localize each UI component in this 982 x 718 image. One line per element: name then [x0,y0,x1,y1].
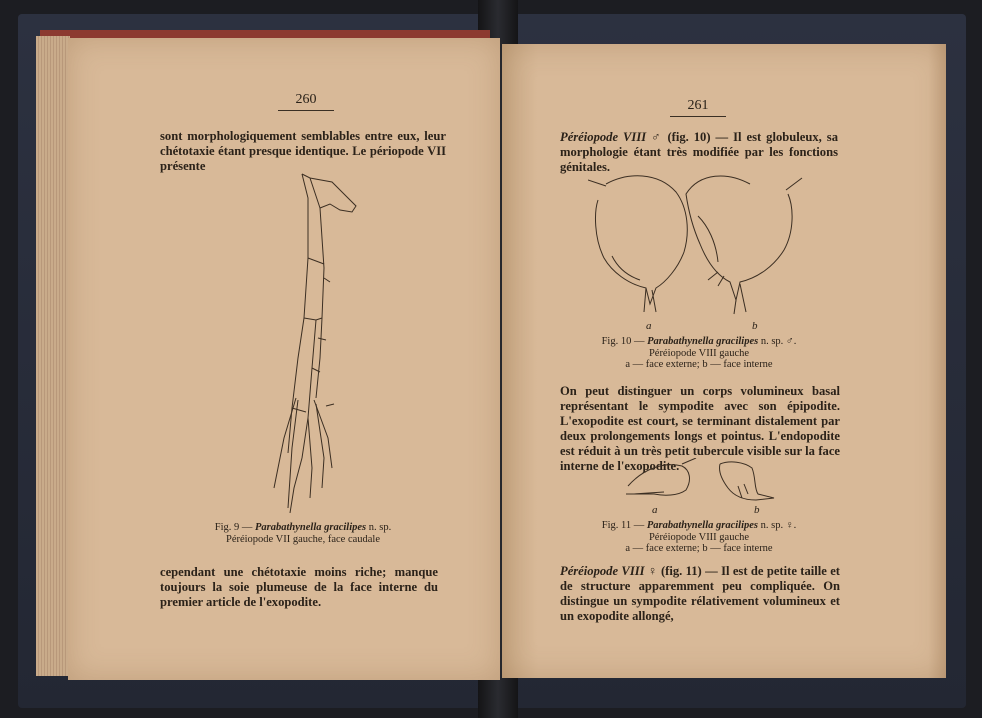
figure-9-caption-species: Parabathynella gracilipes [255,522,367,533]
figure-9-caption [160,522,446,545]
paragraph-top-left: sont morphologiquement semblables entre eux, leur chétotaxie étant presque identique. Le périopode VII présente [160,129,446,173]
figure-10-label-b: b [752,320,758,332]
figure-11-caption [560,520,838,555]
figure-9-caption-line2: Péréiopode VII gauche, face caudale [225,533,380,545]
figure-10-caption-label: Fig. 10 — [601,336,645,347]
figure-10-caption-line3: a — face externe; b — face interne [625,359,773,370]
paragraph-top-right-text: (fig. 10) — Il est globuleux, sa morphologie étant très modifiée par les fonctions génitales. [560,130,838,174]
figure-11-label-a: a [652,504,658,516]
paragraph-bottom-left: cependant une chétotaxie moins riche; manque toujours la soie plumeuse de la face interne du premier article de l'exopodite. [160,565,438,609]
paragraph-bottom-right-text: (fig. 11) — Il est de petite taille et de structure apparemment peu compliquée. On distingue un sympodite rélativement volumineux et un exopodite allongé, [560,564,840,623]
figure-11-caption-line2: Péréiopode VIII gauche [648,531,750,543]
figure-10-caption-species: Parabathynella gracilipes [647,336,759,347]
pereiopode-label: Péréiopode VIII [560,564,645,578]
figure-11-caption-suffix: n. sp. ♀. [760,520,797,531]
pereiopode-label: Péréiopode VIII [560,130,647,144]
figure-11-caption-line3: a — face externe; b — face interne [625,543,773,554]
figure-11-label-b: b [754,504,760,516]
figure-10-drawing [588,172,818,322]
page-number-right: 261 [687,98,709,113]
paragraph-mid-right: On peut distinguer un corps volumineux basal représentant le sympodite avec son épipodite. L'exopodite est court, se terminant distalement par deux prolongements longs et pointus. L'endopodite est réduit à un très petit tubercule visible sur la face interne de l'exopodite. [560,384,840,473]
page-edge-red [40,30,490,38]
female-symbol: ♀ [647,564,658,578]
figure-11-caption-species: Parabathynella gracilipes [646,520,759,531]
figure-10-label-a: a [646,320,652,332]
figure-10-caption [560,336,838,371]
figure-11-caption-label: Fig. 11 — [601,520,645,531]
figure-9-drawing [236,168,376,513]
paragraph-top-right [560,130,838,175]
male-symbol: ♂ [651,130,663,144]
page-number-rule [278,110,334,111]
page-number-rule [670,116,726,117]
figure-10-caption-suffix: n. sp. ♂. [760,336,797,347]
figure-11-drawing [624,458,784,508]
right-page [502,44,946,678]
page-number-left: 260 [295,92,317,107]
page-edges [36,36,70,676]
figure-9-caption-suffix: n. sp. [368,522,392,533]
figure-9-caption-label: Fig. 9 — [214,522,253,533]
paragraph-bottom-right [560,564,840,624]
figure-10-caption-line2: Péréiopode VIII gauche [648,347,750,359]
left-page [68,38,500,680]
